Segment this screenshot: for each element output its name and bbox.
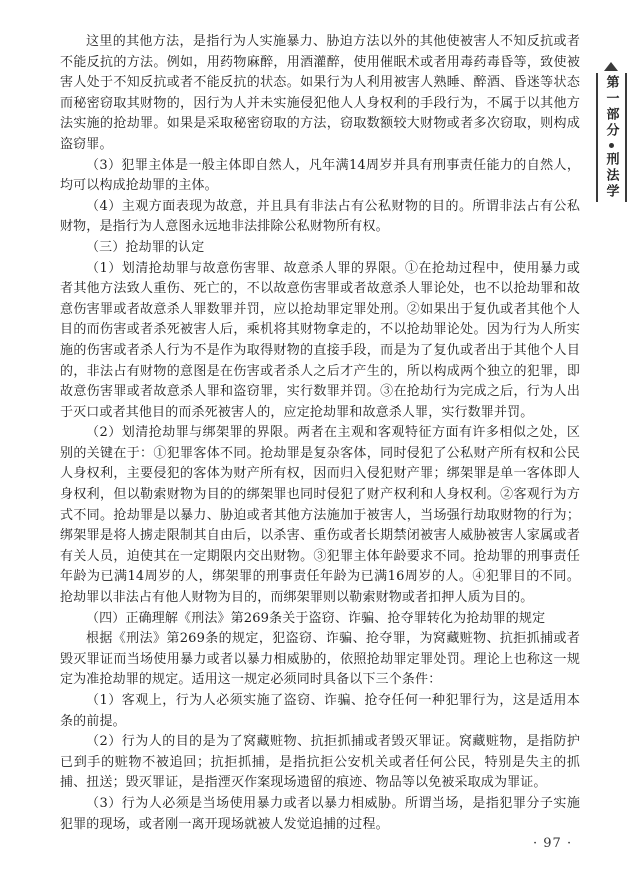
paragraph-subject: （3）犯罪主体是一般主体即自然人，凡年满14周岁并具有刑事责任能力的自然人，均可以构成抢劫罪的主体。	[60, 157, 580, 194]
paragraph-intent: （4）主观方面表现为故意，并且具有非法占有公私财物的目的。所谓非法占有公私财物，是指行为人意图永远地非法排除公私财物所有权。	[60, 198, 580, 235]
paragraph-condition-3: （3）行为人必须是当场使用暴力或者以暴力相威胁。所谓当场，是指犯罪分子实施犯罪的现场，或者刚一离开现场就被人发觉追捕的过程。	[60, 795, 580, 832]
tab-arrow-icon	[604, 62, 618, 71]
paragraph-article-269: 根据《刑法》第269条的规定，犯盗窃、诈骗、抢夺罪，为窝藏赃物、抗拒抓捕或者毁灭罪证而当场使用暴力或者以暴力相威胁的，依照抢劫罪定罪处罚。理论上也称这一规定为准抢劫罪的规定。适用这一规定必须同时具备以下三个条件：	[60, 631, 580, 688]
tab-body	[596, 73, 627, 202]
paragraph-condition-2: （2）行为人的目的是为了窝藏赃物、抗拒抓捕或者毁灭罪证。窝藏赃物，是指防护已到手的赃物不被追回；抗拒抓捕，是指抗拒公安机关或者任何公民，特别是失主的抓捕、扭送；毁灭罪证，是指湮灭作案现场遗留的痕迹、物品等以免被采取成为罪证。	[60, 734, 580, 791]
paragraph-condition-1: （1）客观上，行为人必须实施了盗窃、诈骗、抢夺任何一种犯罪行为，这是适用本条的前提。	[60, 693, 580, 729]
subject-label: 刑法学	[603, 152, 619, 200]
page-number: · 97 ·	[533, 836, 573, 851]
paragraph-other-methods: 这里的其他方法，是指行为人实施暴力、胁迫方法以外的其他使被害人不知反抗或者不能反抗的方法。例如，用药物麻醉，用酒灌醉，使用催眠术或者用毒药毒昏等，致使被害人处于不知反抗或者不能反抗的状态。如果行为人利用被害人熟睡、醉酒、昏迷等状态而秘密窃取其财物的，因行为人并未实施侵犯他人人身权利的手段行为，不属于以其他方法实施的抢劫罪。如果是采取秘密窃取的方法，窃取数额较大财物或者多次窃取，则构成盗窃罪。	[60, 34, 580, 152]
paragraph-robbery-vs-injury: （1）划清抢劫罪与故意伤害罪、故意杀人罪的界限。①在抢劫过程中，使用暴力或者其他方法致人重伤、死亡的，不以故意伤害罪或者故意杀人罪论处，也不以抢劫罪和故意伤害罪或者故意杀人罪数罪并罚，应以抢劫罪定罪处刑。②如果出于复仇或者其他个人目的而伤害或者杀死被害人后，乘机将其财物拿走的，不以抢劫罪论处。因为行为人所实施的伤害或者杀人行为不是作为取得财物的直接手段，而是为了复仇或者出于其他个人目的，非法占有财物的意图是在伤害或者杀人之后才产生的，所以构成两个独立的犯罪，即故意伤害罪或者故意杀人罪和盗窃罪，实行数罪并罚。③在抢劫行为完成之后，行为人出于灭口或者其他目的而杀死被害人的，应定抢劫罪和故意杀人罪，实行数罪并罚。	[60, 260, 580, 420]
section-label: 第一部分	[603, 75, 619, 139]
heading-robbery-determination: （三）抢劫罪的认定	[86, 239, 205, 255]
separator-dot-icon	[609, 143, 614, 148]
page-body	[60, 32, 580, 835]
section-side-tab	[594, 62, 628, 200]
paragraph-robbery-vs-kidnapping: （2）划清抢劫罪与绑架罪的界限。两者在主观和客观特征方面有许多相似之处，区别的关键在于：①犯罪客体不同。抢劫罪是复杂客体，同时侵犯了公私财产所有权和公民人身权利，主要侵犯的客体为财产所有权，因而归入侵犯财产罪；绑架罪是单一客体即人身权利，但以勒索财物为目的的绑架罪也同时侵犯了财产权利和人身权利。②客观行为方式不同。抢劫罪是以暴力、胁迫或者其他方法施加于被害人，当场强行劫取财物的行为；绑架罪是将人掳走限制其自由后，以杀害、重伤或者长期禁闭被害人威胁被害人家属或者有关人员，迫使其在一定期限内交出财物。③犯罪主体年龄要求不同。抢劫罪的刑事责任年龄为已满14周岁的人，绑架罪的刑事责任年龄为已满16周岁的人。④犯罪目的不同。抢劫罪以非法占有他人财物为目的，而绑架罪则以勒索财物或者扣押人质为目的。	[60, 425, 580, 606]
heading-article-269: （四）正确理解《刑法》第269条关于盗窃、诈骗、抢夺罪转化为抢劫罪的规定	[86, 610, 546, 626]
